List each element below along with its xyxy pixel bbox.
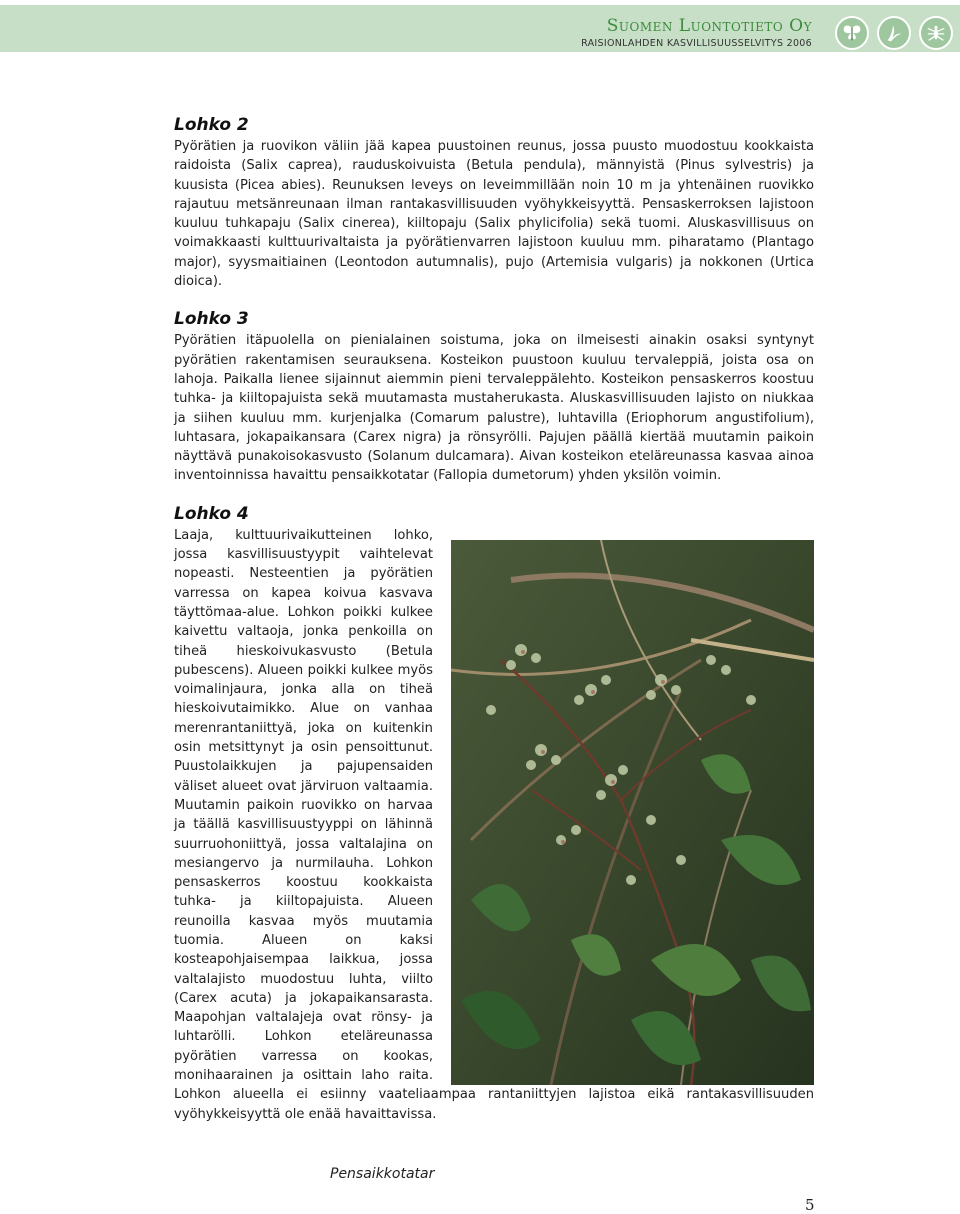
- section-title: Lohko 2: [174, 115, 249, 135]
- section-paragraph: Laaja, kulttuurivaikutteinen lohko, jossa kasvillisuustyypit vaihtelevat nopeasti. Nesteentien ja pyörätien varressa on kapea koivua kasvava täyttömaa-alue. Lohkon poikki kulkee kaivettu valtaoja, jonka penkoilla on tiheä hieskoivukasvusto (Betula pubescens). Alueen poikki kulkee myös voimalinjaura, jonka alla on tiheä hieskoivutaimikko. Alue on vanhaa merenrantaniittyä, joka on kuitenkin osin metsittynyt ja osin pensoittunut. Puustolaikkujen ja pajupensaiden väliset alueet ovat järviruon valtaamia. Muutamin paikoin ruovikko on harvaa ja täällä kasvillisuustyyppi on lähinnä suurruohoniittyä, jossa valtalajina on mesiangervo ja nurmilauha. Lohkon pensaskerros koostuu kookkaista tuhka- ja kiiltopajuista. Alueen reunoilla kasvaa myös muutamia tuomia. Alueen on kaksi kosteapohjaisempaa laikkua, jossa valtalajisto muodostuu luhta, viilto (Carex acuta) ja jokapaikansarasta. Maapohjan valtalajeja ovat rönsy- ja luhtarölli. Lohkon eteläreunassa pyörätien varressa on kookas, monihaarainen ja osittain laho raita. Lohkon alueella ei esiinny vaateliaampaa rantaniittyjen lajistoa eikä rantakasvillisuuden vyöhykkeisyyttä ole enää havaittavissa.: [174, 527, 814, 1122]
- bird-icon: [877, 16, 911, 50]
- plant-photo: [451, 540, 814, 1085]
- butterfly-icon: [835, 16, 869, 50]
- section-lohko-3: [174, 309, 814, 485]
- page-number: 5: [805, 1196, 815, 1214]
- insect-icon: [919, 16, 953, 50]
- organization-name: Suomen Luontotieto Oy: [606, 16, 812, 36]
- section-paragraph: Pyörätien itäpuolella on pienialainen soistuma, joka on ilmeisesti ainakin osaksi syntynyt pyörätien rakentamisen seurauksena. Kosteikon puustoon kuuluu tervaleppiä, joista osa on lahoja. Paikalla lienee sijainnut aiemmin pieni tervaleppälehto. Kosteikon pensaskerros koostuu tuhka- ja kiiltopajuista sekä muutamasta mustaherukasta. Aluskasvillisuuden lajisto on niukkaa ja siihen kuuluu mm. kurjenjalka (Comarum palustre), luhtavilla (Eriophorum angustifolium), luhtasara, jokapaikansara (Carex nigra) ja rönsyrölli. Pajujen päällä kiertää muutamin paikoin näyttävä punakoisokasvusto (Solanum dulcamara). Aivan kosteikon eteläreunassa kasvaa ainoa inventoinnissa havaittu pensaikkotatar (Fallopia dumetorum) yhden yksilön voimin.: [174, 333, 814, 484]
- section-lohko-2: [174, 115, 814, 291]
- header-band: [0, 5, 960, 52]
- photo-caption: Pensaikkotatar: [330, 1166, 435, 1182]
- main-content: [174, 115, 814, 1142]
- report-title: RAISIONLAHDEN KASVILLISUUSSELVITYS 2006: [581, 38, 812, 49]
- section-lohko-4: [174, 504, 814, 1124]
- section-title: Lohko 4: [174, 503, 249, 524]
- section-paragraph: Pyörätien ja ruovikon väliin jää kapea puustoinen reunus, jossa puusto muodostuu kookkaista raidoista (Salix caprea), rauduskoivuista (Betula pendula), männyistä (Pinus sylvestris) ja kuusista (Picea abies). Reunuksen leveys on leveimmillään noin 10 m ja yhtenäinen ruovikko rajautuu metsänreunaan ilman rantakasvillisuuden vyöhykkeisyyttä. Pensaskerroksen lajistoon kuuluu tuhkapaju (Salix cinerea), kiiltopaju (Salix phylicifolia) sekä tuomi. Aluskasvillisuus on voimakkaasti kulttuurivaltaista ja pyörätienvarren lajistoon kuuluu mm. piharatamo (Plantago major), syysmaitiainen (Leontodon autumnalis), pujo (Artemisia vulgaris) ja nokkonen (Urtica dioica).: [174, 139, 814, 290]
- section-title: Lohko 3: [174, 309, 249, 330]
